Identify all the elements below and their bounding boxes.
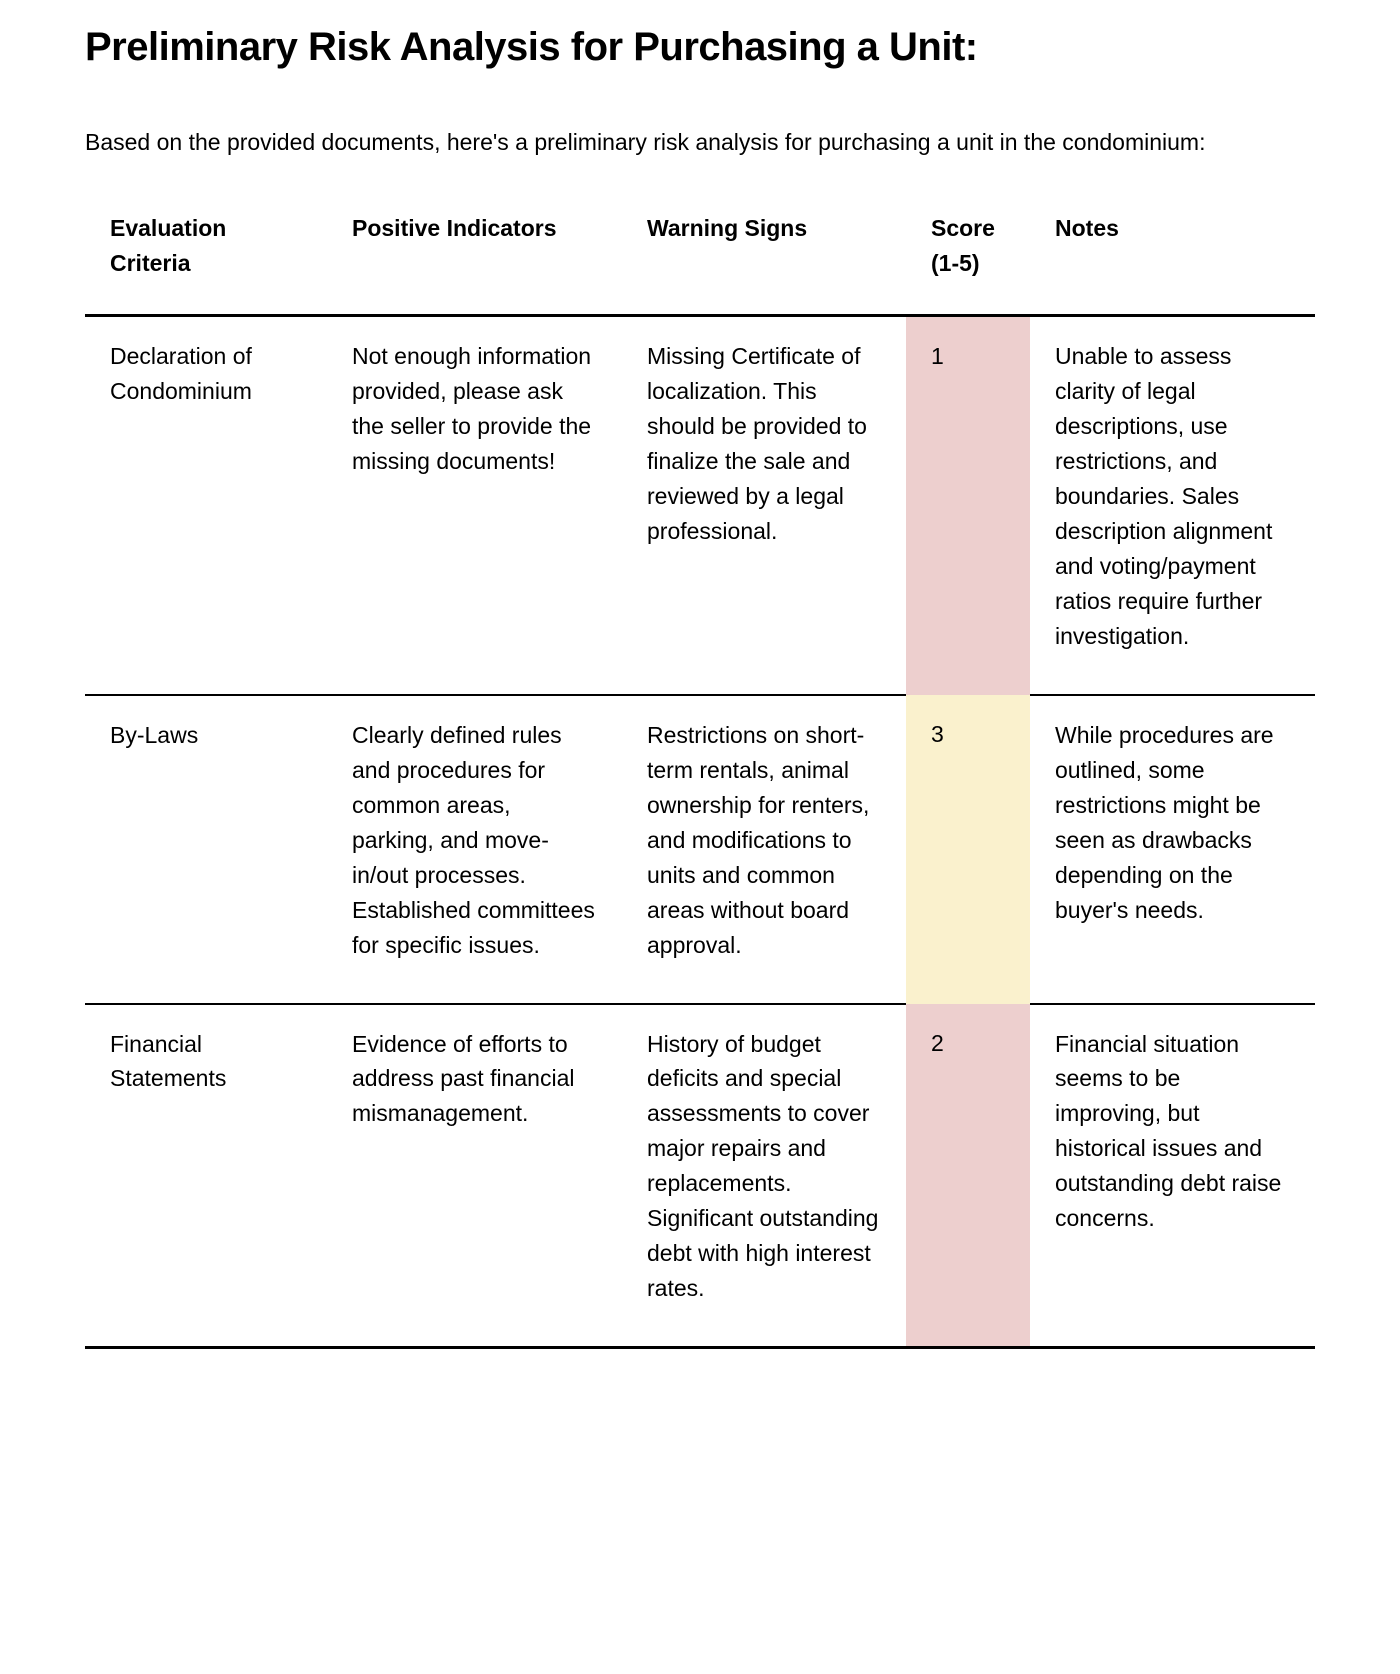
page-title: Preliminary Risk Analysis for Purchasing a Unit:: [85, 25, 978, 69]
warning-cell: Restrictions on short-term rentals, animal ownership for renters, and modifications to units and common areas without board approval.: [622, 695, 906, 1004]
table-row: [85, 1004, 1315, 1348]
criteria-cell: By-Laws: [85, 695, 327, 1004]
positive-cell: Not enough information provided, please ask the seller to provide the missing documents!: [352, 343, 592, 475]
column-header-score: Score (1-5): [906, 211, 1030, 315]
table-row: [85, 316, 1315, 695]
warning-cell: History of budget deficits and special assessments to cover major repairs and replacements. Significant outstanding debt with high interest rates.: [622, 1004, 906, 1348]
table-header: [85, 211, 1315, 315]
positive-cell: Clearly defined rules and procedures for common areas, parking, and move-in/out processes. Established committees for specific issues.: [327, 695, 622, 1004]
notes-cell: While procedures are outlined, some restrictions might be seen as drawbacks depending on the buyer's needs.: [1030, 695, 1315, 1004]
table-body: [85, 316, 1315, 1348]
column-header-criteria: Evaluation Criteria: [85, 211, 327, 315]
risk-analysis-table: [85, 211, 1315, 1349]
criteria-cell: Financial Statements: [85, 1004, 327, 1348]
score-cell: 2: [906, 1004, 1030, 1348]
notes-cell: Unable to assess clarity of legal descriptions, use restrictions, and boundaries. Sales description alignment and voting/payment ratios require further investigation.: [1055, 343, 1273, 649]
score-cell: 1: [906, 316, 1030, 695]
criteria-cell: Declaration of Condominium: [110, 343, 252, 405]
notes-cell: Financial situation seems to be improving, but historical issues and outstanding debt raise concerns.: [1030, 1004, 1315, 1348]
column-header-positive: Positive Indicators: [327, 211, 622, 315]
table-row: [85, 695, 1315, 1004]
intro-paragraph: Based on the provided documents, here's a preliminary risk analysis for purchasing a unit in the condominium:: [85, 129, 1206, 155]
column-header-warning: Warning Signs: [622, 211, 906, 315]
table-header-row: [85, 211, 1315, 315]
warning-cell: Missing Certificate of localization. This should be provided to finalize the sale and reviewed by a legal professional.: [647, 343, 867, 545]
column-header-notes: Notes: [1030, 211, 1315, 315]
score-cell: 3: [906, 695, 1030, 1004]
positive-cell: Evidence of efforts to address past financial mismanagement.: [327, 1004, 622, 1348]
